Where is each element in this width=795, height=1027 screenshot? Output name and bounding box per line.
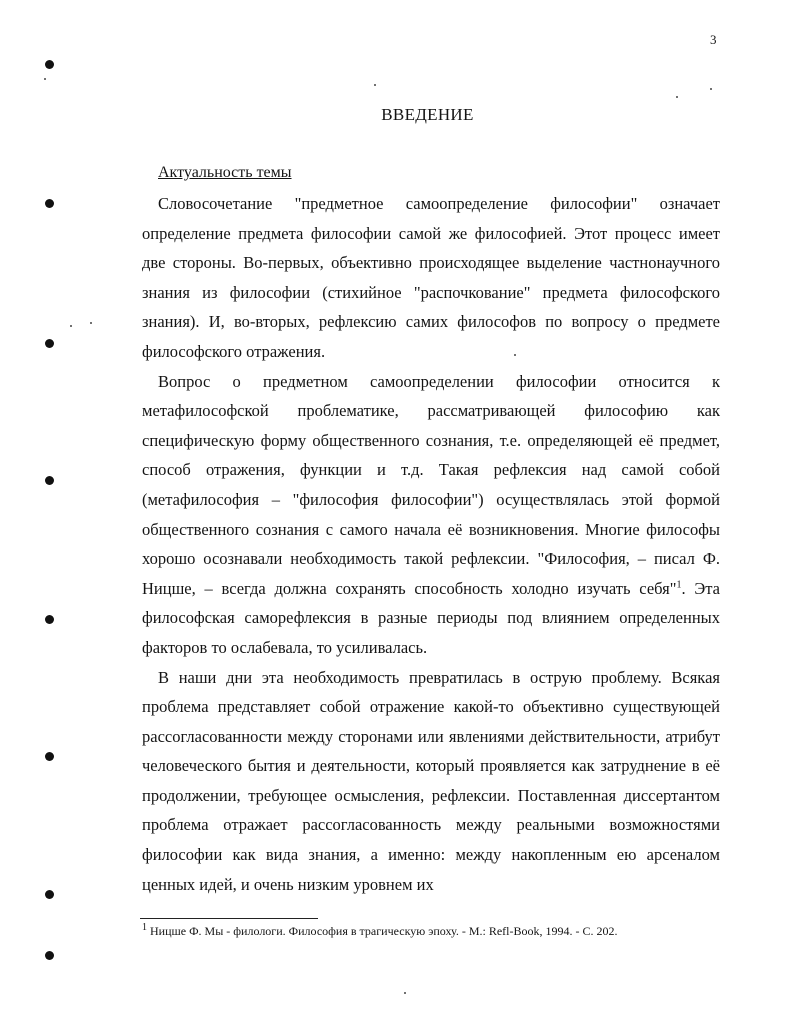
paragraph <box>142 367 720 663</box>
footnote-marker: 1 <box>142 922 147 933</box>
footnote <box>142 924 722 939</box>
binding-hole-mark <box>45 476 54 485</box>
topic-heading: Актуальность темы <box>158 164 292 181</box>
binding-hole-mark <box>45 60 54 69</box>
footnote-text: Ницше Ф. Мы - филологи. Философия в трагическую эпоху. - М.: Refl-Book, 1994. - С. 202. <box>147 924 618 938</box>
binding-hole-mark <box>45 199 54 208</box>
scan-speck <box>404 992 406 994</box>
binding-hole-mark <box>45 951 54 960</box>
body-text <box>142 189 720 899</box>
page-number: 3 <box>710 32 717 47</box>
binding-hole-mark <box>45 615 54 624</box>
footnote-divider <box>140 918 318 919</box>
paragraph <box>142 189 720 367</box>
scan-speck <box>70 325 72 327</box>
paragraph <box>142 663 720 900</box>
paragraph-text: Словосочетание "предметное самоопределение философии" означает определение предмета философии самой же философией. Этот процесс имеет две стороны. Во-первых, объективно происходящее выделение частнонаучного знания из философии (стихийное "распочкование" предмета философского знания). И, во-вторых, рефлексию самих философов по вопросу о предмете философского отражения. <box>142 194 720 361</box>
scan-speck <box>374 84 376 86</box>
paragraph-text: Вопрос о предметном самоопределении философии относится к метафилософской проблематике, рассматривающей философию как специфическую форму общественного сознания, т.е. определяющей её предмет, способ отражения, функции и т.д. Такая рефлексия над самой собой (метафилософия – "философия философии") осуществлялась этой формой общественного сознания с самого начала её возникновения. Многие философы хорошо осознавали необходимость такой рефлексии. "Философия, – писал Ф. Ницше, – всегда должна сохранять способность холодно изучать себя" <box>142 371 720 598</box>
footnote-reference[interactable]: 1 <box>676 579 682 591</box>
binding-hole-mark <box>45 890 54 899</box>
scan-speck <box>90 322 92 324</box>
scan-speck <box>676 96 678 98</box>
scan-speck <box>44 78 46 80</box>
scan-speck <box>710 88 712 90</box>
binding-hole-mark <box>45 752 54 761</box>
binding-hole-mark <box>45 339 54 348</box>
paragraph-text: В наши дни эта необходимость превратилась в острую проблему. Всякая проблема представляет собой отражение какой-то объективно существующей рассогласованности между сторонами или явлениями действительности, атрибут человеческого бытия и деятельности, который проявляется как затруднение в её продолжении, требующее осмысления, рефлексии. Поставленная диссертантом проблема отражает рассогласованность между реальными возможностями философии как вида знания, а именно: между накопленным ею арсеналом ценных идей, и очень низким уровнем их <box>142 667 720 894</box>
paragraph-text-continued: . Эта философская саморефлексия в разные периоды под влиянием определенных факторов то ослабевала, то усиливалась. <box>142 578 720 657</box>
section-heading: ВВЕДЕНИЕ <box>381 105 474 124</box>
